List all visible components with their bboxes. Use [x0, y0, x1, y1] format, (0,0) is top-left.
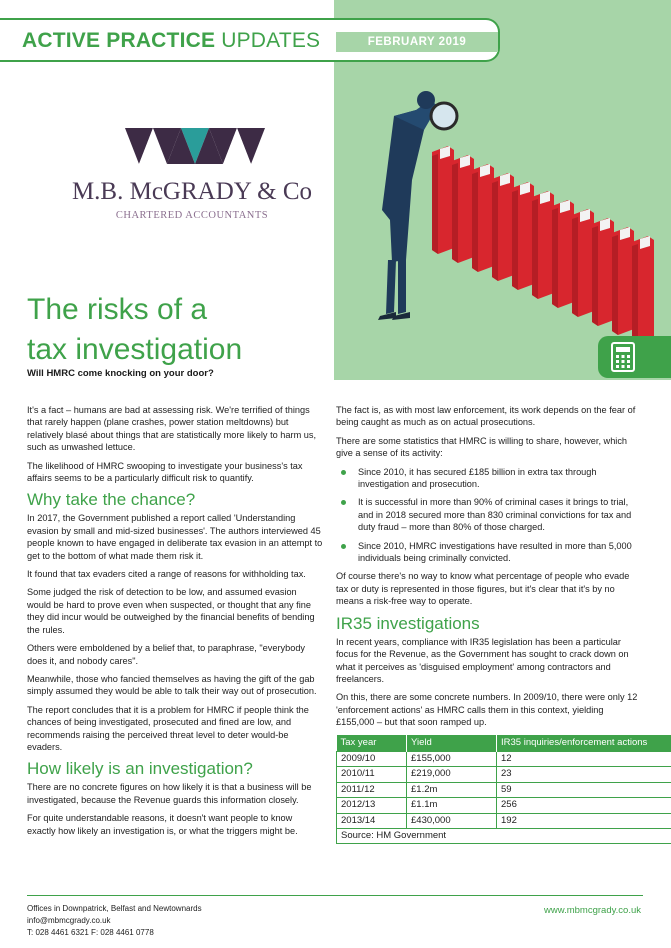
- footer-phone: T: 028 4461 6321 F: 028 4461 0778: [27, 928, 154, 937]
- table-cell: 256: [497, 798, 671, 813]
- ir35-table: [336, 735, 671, 845]
- list-item: Since 2010, it has secured £185 billion in extra tax through investigation and prosecution.: [336, 466, 644, 491]
- folder-graphic: [472, 164, 494, 272]
- body-paragraph: Meanwhile, those who fancied themselves as having the gift of the gab simply assumed they would be able to talk their way out of prosecution.: [27, 673, 317, 697]
- folder-graphic: [492, 173, 514, 281]
- body-paragraph: In 2017, the Government published a report called 'Understanding evasion by small and mid-sized businesses'. The authors interviewed 45 people known to have engaged in deliberate tax evasion in an attempt to get to the bottom of what made them risk it.: [27, 513, 323, 561]
- column-header: IR35 inquiries/enforcement actions: [497, 735, 671, 752]
- folder-graphic: [632, 236, 654, 344]
- body-paragraph: The fact is, as with most law enforcement, its work depends on the fear of being caught as much as on actual prosecutions.: [336, 405, 636, 428]
- folder-graphic: [532, 191, 554, 299]
- right-column: [336, 404, 648, 844]
- table-cell: £219,000: [407, 767, 497, 782]
- article-title-line1: The risks of a: [27, 293, 208, 326]
- footer-offices: Offices in Downpatrick, Belfast and Newtownards: [27, 904, 202, 913]
- magnifying-glass-icon: [431, 103, 457, 129]
- folder-graphic: [612, 227, 634, 335]
- article-title-line2: tax investigation: [27, 333, 243, 366]
- body-paragraph: The report concludes that it is a problem for HMRC if people think the chances of being investigated, prosecuted and fined are low, and recommends raising the perceived threat level to deter would-be evaders.: [27, 704, 309, 752]
- section-heading: IR35 investigations: [336, 613, 480, 633]
- body-paragraph: There are no concrete figures on how likely it is that a business will be investigated, because the Revenue guards this information closely.: [27, 782, 312, 805]
- footer-divider: [27, 895, 643, 896]
- body-paragraph: In recent years, compliance with IR35 legislation has been a particular focus for the Revenue, as the Government has sought to crack down on what it perceives as 'disguised employment' among contractors and freelancers.: [336, 636, 629, 684]
- table-cell: 2009/10: [337, 751, 407, 766]
- section-heading: How likely is an investigation?: [27, 759, 253, 779]
- list-item: Since 2010, HMRC investigations have resulted in more than 5,000 individuals being criminally convicted.: [336, 540, 644, 565]
- table-row: [337, 767, 671, 782]
- intro-paragraph: It's a fact – humans are bad at assessing risk. We're terrified of things that rarely happen (plane crashes, power station meltdowns) but relatively blasé about things that are statistically more likely to harm us, such as unwashed lettuce.: [27, 405, 317, 453]
- investigation-illustration: [334, 80, 671, 380]
- folder-graphic: [452, 155, 474, 263]
- header-banner: [0, 18, 500, 62]
- brand-name: M.B. McGRADY & Co: [71, 178, 313, 205]
- brand-tagline: CHARTERED ACCOUNTANTS: [115, 210, 269, 221]
- table-cell: 12: [497, 751, 671, 766]
- folder-graphic: [592, 218, 614, 326]
- table-cell: 2012/13: [337, 798, 407, 813]
- left-column: [27, 404, 323, 843]
- table-cell: 59: [497, 782, 671, 797]
- section-heading: Why take the chance?: [27, 490, 196, 510]
- table-cell: 23: [497, 767, 671, 782]
- body-paragraph: Some judged the risk of detection to be low, and assumed evasion would be hard to prove even when suspected, or thought that any fine they did incur would be outweighed by the financial benefits of bending the rules.: [27, 587, 315, 635]
- list-item: It is successful in more than 90% of criminal cases it brings to trial, and in 2018 secured more than 830 criminal convictions for tax and duty fraud – more than 80% of those charged.: [336, 496, 644, 533]
- table-source-row: [337, 828, 671, 843]
- calculator-tab: [598, 336, 671, 378]
- article-subtitle: Will HMRC come knocking on your door?: [27, 368, 214, 379]
- table-cell: £430,000: [407, 813, 497, 828]
- brand-logo-mark: [125, 128, 265, 164]
- body-paragraph: Others were emboldened by a belief that, to paraphrase, "everybody does it, and nobody cares".: [27, 643, 306, 666]
- table-source: Source: HM Government: [337, 828, 671, 843]
- issue-date: FEBRUARY 2019: [336, 32, 498, 52]
- article-title: [27, 290, 327, 370]
- footer-contact: [27, 903, 202, 939]
- body-paragraph: It found that tax evaders cited a range of reasons for withholding tax.: [27, 569, 306, 580]
- statistics-list: [336, 466, 644, 565]
- column-header: Tax year: [337, 735, 407, 752]
- calculator-icon: [598, 336, 671, 378]
- intro-paragraph: The likelihood of HMRC swooping to investigate your business's tax affairs seems to be a particularly difficult risk to quantify.: [27, 460, 303, 484]
- newsletter-title-light: UPDATES: [221, 29, 321, 52]
- table-cell: 2013/14: [337, 813, 407, 828]
- folder-graphic: [572, 209, 594, 317]
- column-header: Yield: [407, 735, 497, 752]
- table-row: [337, 751, 671, 766]
- table-cell: 192: [497, 813, 671, 828]
- body-paragraph: For quite understandable reasons, it doesn't want people to know exactly how likely an investigation is, or what the triggers might be.: [27, 813, 298, 836]
- table-cell: 2011/12: [337, 782, 407, 797]
- newsletter-title: [22, 29, 320, 53]
- folder-graphic: [512, 182, 534, 290]
- body-paragraph: There are some statistics that HMRC is willing to share, however, which give a sense of its activity:: [336, 435, 628, 459]
- table-row: [337, 782, 671, 797]
- folder-graphic: [432, 146, 454, 254]
- folder-graphic: [552, 200, 574, 308]
- newsletter-title-bold: ACTIVE PRACTICE: [22, 29, 216, 52]
- table-header-row: [337, 735, 671, 752]
- table-cell: £1.1m: [407, 798, 497, 813]
- body-paragraph: Of course there's no way to know what percentage of people who evade tax or duty is represented in those figures, but it's clear that it's by no means a risk-free way to operate.: [336, 571, 630, 607]
- table-cell: 2010/11: [337, 767, 407, 782]
- table-cell: £1.2m: [407, 782, 497, 797]
- table-row: [337, 798, 671, 813]
- footer-website-link[interactable]: www.mbmcgrady.co.uk: [544, 905, 641, 916]
- table-row: [337, 813, 671, 828]
- table-cell: £155,000: [407, 751, 497, 766]
- footer-email[interactable]: info@mbmcgrady.co.uk: [27, 916, 111, 925]
- body-paragraph: On this, there are some concrete numbers. In 2009/10, there were only 12 'enforcement actions' as HMRC calls them in this context, yielding £155,000 – but that soon ramped up.: [336, 692, 638, 728]
